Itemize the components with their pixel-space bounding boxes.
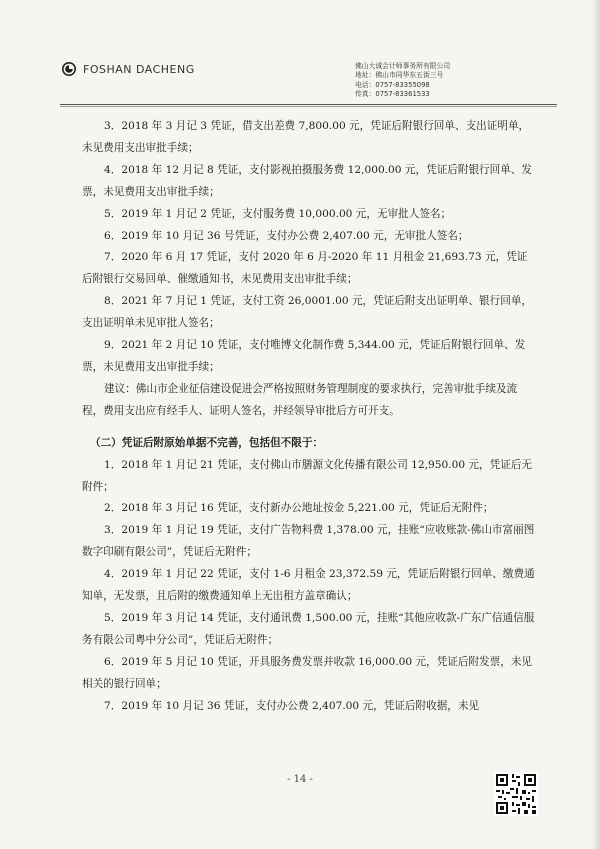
firm-name: 佛山大诚会计师事务所有限公司 — [355, 62, 451, 70]
body-paragraph: 3．2018 年 3 月记 3 凭证，借支出差费 7,800.00 元，凭证后附银行回单、支出证明单，未见费用支出审批手续； — [82, 120, 530, 154]
body-paragraph: 5．2019 年 1 月记 2 凭证，支付服务费 10,000.00 元，无审批人签名； — [104, 207, 452, 220]
body-paragraph: 2．2018 年 3 月记 16 凭证，支付新办公地址按金 5,221.00 元，凭证后无附件； — [104, 502, 494, 515]
logo-text: FOSHAN DACHENG — [83, 62, 195, 76]
qr-code-icon — [494, 772, 538, 816]
body-paragraph: 4．2019 年 1 月记 22 凭证，支付 1-6 月租金 23,372.59 元，凭证后附银行回单、缴费通知单，无发票，且后附的缴费通知单上无出租方盖章确认； — [82, 568, 535, 603]
body-paragraph: 9．2021 年 2 月记 10 凭证，支付唯博文化制作费 5,344.00 元，凭证后附银行回单、发票，未见费用支出审批手续； — [82, 339, 526, 373]
body-paragraph: 6．2019 年 10 月记 36 号凭证，支付办公费 2,407.00 元，无审批人签名； — [104, 229, 469, 242]
body-paragraph: 5．2019 年 3 月记 14 凭证，支付通讯费 1,500.00 元，挂账“其他应收款-广东广信通信服务有限公司粤中分公司”，凭证后无附件； — [82, 611, 535, 646]
firm-phone: 电话：0757-83355098 — [355, 80, 430, 89]
header-divider-thin — [60, 106, 557, 107]
body-paragraph: 3．2019 年 1 月记 19 凭证，支付广告物料费 1,378.00 元，挂账“应收账款-佛山市富丽图数字印刷有限公司”，凭证后无附件； — [82, 524, 535, 559]
body-paragraph: 建议：佛山市企业征信建设促进会严格按照财务管理制度的要求执行，完善审批手续及流程，费用支出应有经手人、证明人签名，并经领导审批后方可开支。 — [82, 382, 518, 417]
document-body — [82, 116, 537, 717]
body-paragraph: 4．2018 年 12 月记 8 凭证，支付影视拍摄服务费 12,000.00 元，凭证后附银行回单、发票，未见费用支出审批手续； — [82, 163, 533, 198]
body-paragraph: 8．2021 年 7 月记 1 凭证，支付工资 26,0001.00 元，凭证后附支出证明单、银行回单，支出证明单未见审批人签名； — [82, 295, 533, 330]
firm-fax: 传真：0757-83361533 — [355, 90, 430, 99]
header-divider — [60, 104, 557, 105]
body-paragraph: 6．2019 年 5 月记 10 凭证，开具服务费发票并收款 16,000.00 元，凭证后附发票，未见相关的银行回单； — [82, 655, 533, 690]
firm-contact-block — [355, 62, 450, 100]
scan-edge-shadow — [592, 0, 600, 849]
body-paragraph: 1．2018 年 1 月记 21 凭证，支付佛山市膳源文化传播有限公司 12,950.00 元，凭证后无附件； — [82, 458, 533, 493]
firm-logo — [62, 62, 195, 76]
body-paragraph: 7．2020 年 6 月 17 凭证，支付 2020 年 6 月-2020 年 11 月租金 21,693.73 元，凭证后附银行交易回单、催缴通知书，未见费用支出审批手续； — [82, 251, 528, 286]
logo-mark-icon — [62, 62, 76, 76]
body-paragraph: 7．2019 年 10 月记 36 凭证，支付办公费 2,407.00 元，凭证后附收据，未见 — [104, 699, 480, 712]
firm-address: 地址：佛山市同华东五街三号 — [355, 71, 444, 80]
page-number: - 14 - — [287, 774, 313, 785]
section-heading: （二）凭证后附原始单据不完善，包括但不限于： — [90, 436, 324, 449]
